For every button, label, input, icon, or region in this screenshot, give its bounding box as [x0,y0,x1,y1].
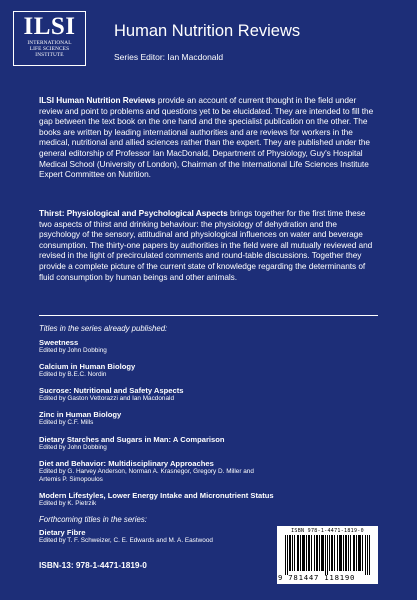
divider [39,315,378,316]
intro-text: provide an account of current thought in the field under review and point to problems and questions yet to be elucidated. They are intended to fill the gap between the text book on the one hand and the specialist publication on the other. The books are written by leading international authorities and are reviews for workers in the medical, nutritional and allied sciences rather than the expert. They are published under the general editorship of Professor Ian MacDonald, Department of Physiology, Guy's Hospital Medical School (University of London), Chairman of the International Life Sciences Institute Expert Committee on Nutrition. [39,95,374,180]
book-title: Calcium in Human Biology [39,362,136,371]
ilsi-logo [13,11,86,66]
book-editors: Edited by T. F. Schweizer, C. E. Edwards and M. A. Eastwood [39,537,213,544]
book-title: Zinc in Human Biology [39,410,122,419]
book-item [39,491,369,508]
forthcoming-heading: Forthcoming titles in the series: [39,515,147,524]
book-item [39,435,369,452]
book-item [39,338,369,355]
book-editors: Edited by B.E.C. Nordin [39,371,107,378]
thirst-paragraph [39,208,377,282]
series-editor: Series Editor: Ian Macdonald [114,52,224,62]
published-heading: Titles in the series already published: [39,324,168,333]
book-editors: Edited by K. Pietrzik [39,500,97,507]
book-editors: Edited by Gaston Vettorazzi and Ian Macdonald [39,395,174,402]
thirst-lead: Thirst: Physiological and Psychological Aspects [39,208,228,218]
book-editors: Artemis P. Simopoulos [39,475,103,483]
logo-line: INTERNATIONAL [27,40,72,46]
series-title: Human Nutrition Reviews [114,22,301,40]
isbn-number: ISBN-13: 978-1-4471-1819-0 [39,560,147,570]
book-editors: Edited by C.F. Mills [39,419,94,426]
book-item [39,459,369,483]
book-editors: Edited by John Dobbing [39,444,107,451]
book-item [39,386,369,403]
barcode-isbn-text: ISBN 978-1-4471-1819-0 [291,528,364,534]
book-title: Dietary Fibre [39,528,86,537]
logo-line: INSTITUTE [35,52,64,59]
book-item [39,410,369,427]
intro-paragraph [39,95,377,180]
logo-line: LIFE SCIENCES [29,46,70,53]
intro-lead: ILSI Human Nutrition Reviews [39,95,156,105]
book-editors: Edited by G. Harvey Anderson, Norman A. Krasnegor, Gregory D. Miller and [39,468,254,475]
book-title: Diet and Behavior: Multidisciplinary Approaches [39,459,214,468]
logo-mark: ILSI [23,13,76,40]
barcode [277,526,378,584]
book-title: Modern Lifestyles, Lower Energy Intake and Micronutrient Status [39,491,274,500]
book-title: Sucrose: Nutritional and Safety Aspects [39,386,184,395]
thirst-text: brings together for the first time these two aspects of thirst and drinking behaviour: the physiology of dehydration and the psychology of the sensory, attitudinal and physiological influences on water and beverage consumption. The thirty-one papers by authorities in the field were all mutually reviewed and revised in the light of precirculated comments and round-table discussions. Together they provide a complete picture of the current state of knowledge regarding the determinants of fluid consumption by human beings and other animals. [39,208,373,282]
logo-text [14,40,85,59]
barcode-bars-icon [285,535,371,575]
book-editors: Edited by John Dobbing [39,347,107,354]
book-item [39,362,369,379]
book-title: Sweetness [39,338,79,347]
barcode-digits: 9 781447 118190 [278,573,356,582]
book-title: Dietary Starches and Sugars in Man: A Comparison [39,435,225,444]
